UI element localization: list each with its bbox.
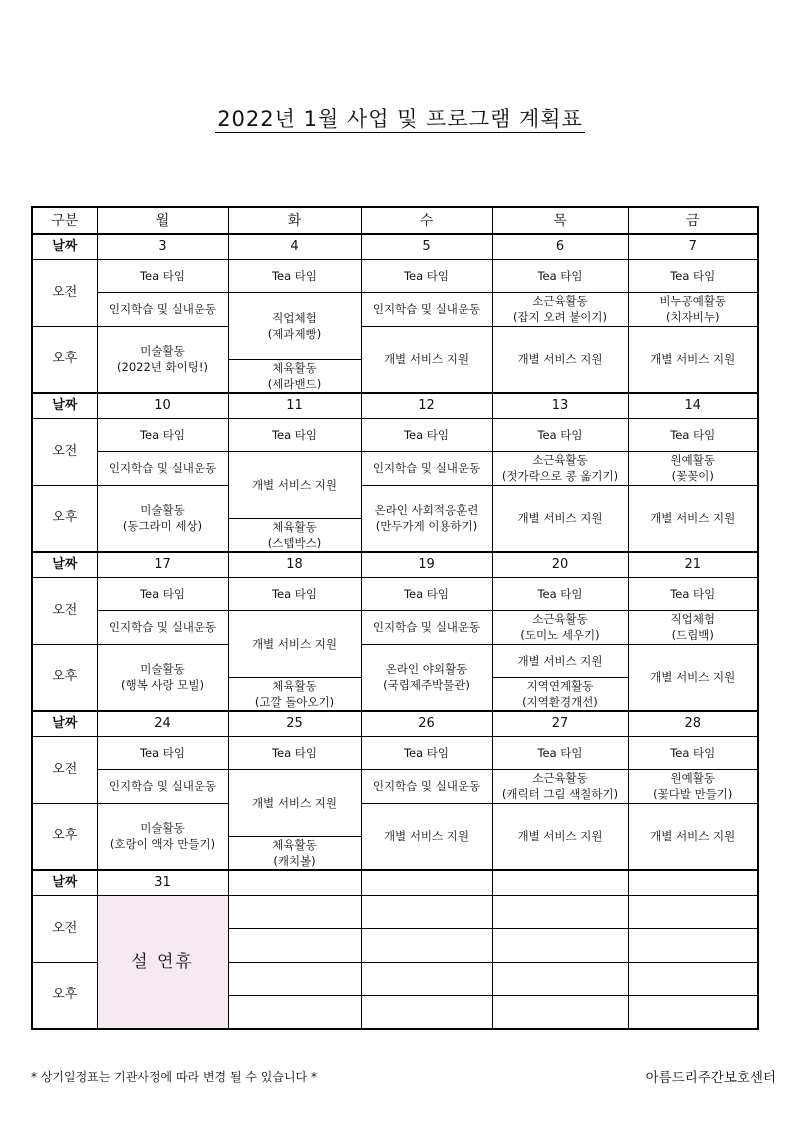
activity-cell: Tea 타임	[97, 577, 228, 611]
empty-cell	[492, 996, 628, 1030]
date-cell: 24	[97, 711, 228, 736]
date-cell	[628, 870, 758, 895]
activity-cell: 개별 서비스 지원	[228, 611, 361, 678]
date-cell: 20	[492, 552, 628, 577]
date-label: 날짜	[32, 393, 97, 418]
activity-cell: Tea 타임	[492, 577, 628, 611]
date-label: 날짜	[32, 870, 97, 895]
date-cell	[228, 870, 361, 895]
pm-label: 오후	[32, 485, 97, 552]
activity-detail: (도미노 세우기)	[520, 628, 600, 643]
pm-row-1	[32, 644, 758, 678]
empty-cell	[492, 929, 628, 963]
footer-note: * 상기일정표는 기관사정에 따라 변경 될 수 있습니다 *	[31, 1070, 317, 1084]
activity-cell: 개별 서비스 지원	[492, 803, 628, 870]
activity-title: 미술활동	[140, 344, 185, 359]
empty-cell	[361, 929, 492, 963]
activity-cell: Tea 타임	[228, 418, 361, 452]
activity-detail: (제과제빵)	[267, 327, 322, 341]
activity-cell: 개별 서비스 지원	[228, 770, 361, 837]
activity-cell: Tea 타임	[361, 736, 492, 770]
am-row-1	[32, 577, 758, 611]
activity-cell: 인지학습 및 실내운동	[97, 770, 228, 804]
activity-title: 소근육활동	[532, 294, 588, 309]
am-row-2	[32, 452, 758, 486]
date-cell: 21	[628, 552, 758, 577]
activity-cell	[492, 678, 628, 712]
activity-cell: Tea 타임	[628, 736, 758, 770]
activity-title: 원예활동	[670, 771, 715, 786]
activity-title: 소근육활동	[532, 612, 588, 627]
activity-cell: 개별 서비스 지원	[628, 326, 758, 393]
activity-cell: 인지학습 및 실내운동	[361, 452, 492, 486]
activity-cell: Tea 타임	[361, 418, 492, 452]
activity-detail: (동그라미 세상)	[122, 519, 203, 534]
activity-cell: Tea 타임	[228, 577, 361, 611]
empty-cell	[492, 962, 628, 996]
date-cell: 31	[97, 870, 228, 895]
date-cell: 3	[97, 234, 228, 259]
header-day-wed: 수	[361, 207, 492, 234]
activity-detail: (꽃다발 만들기)	[653, 787, 733, 802]
activity-cell: Tea 타임	[97, 418, 228, 452]
date-row	[32, 234, 758, 259]
activity-title: 직업체험	[272, 311, 317, 325]
pm-label: 오후	[32, 803, 97, 870]
activity-title: 원예활동	[670, 453, 715, 468]
activity-cell	[97, 485, 228, 552]
empty-cell	[628, 929, 758, 963]
activity-detail: (젓가락으로 콩 옮기기)	[501, 469, 619, 484]
pm-row-1	[32, 485, 758, 519]
empty-cell	[228, 895, 361, 929]
empty-cell	[492, 895, 628, 929]
activity-cell: Tea 타임	[492, 259, 628, 293]
am-label: 오전	[32, 577, 97, 644]
activity-title: 온라인 야외활동	[385, 662, 468, 677]
activity-cell: 개별 서비스 지원	[361, 326, 492, 393]
activity-cell: 개별 서비스 지원	[492, 326, 628, 393]
header-day-tue: 화	[228, 207, 361, 234]
activity-detail: (드립백)	[671, 628, 714, 643]
activity-title: 소근육활동	[532, 453, 588, 468]
date-label: 날짜	[32, 234, 97, 259]
activity-detail: (세라밴드)	[267, 377, 322, 391]
activity-title: 미술활동	[140, 821, 185, 836]
header-day-fri: 금	[628, 207, 758, 234]
am-row-2	[32, 293, 758, 327]
activity-detail: (꽃꽂이)	[671, 469, 714, 484]
activity-detail: (고깔 돌아오기)	[254, 695, 335, 709]
activity-cell: Tea 타임	[492, 736, 628, 770]
activity-cell: 인지학습 및 실내운동	[97, 293, 228, 327]
activity-cell: Tea 타임	[97, 736, 228, 770]
activity-cell	[228, 678, 361, 712]
activity-cell: Tea 타임	[628, 259, 758, 293]
activity-title: 체육활동	[272, 361, 317, 375]
date-cell: 19	[361, 552, 492, 577]
am-row-1	[32, 736, 758, 770]
am-label: 오전	[32, 259, 97, 326]
activity-cell	[97, 803, 228, 870]
activity-cell	[228, 837, 361, 871]
date-cell: 26	[361, 711, 492, 736]
activity-detail: (국립제주박물관)	[383, 678, 470, 693]
am-row-2	[32, 611, 758, 645]
activity-cell	[628, 770, 758, 804]
activity-title: 체육활동	[272, 679, 317, 693]
activity-cell: Tea 타임	[361, 577, 492, 611]
activity-detail: (호랑이 액자 만들기)	[109, 837, 216, 852]
header-day-thu: 목	[492, 207, 628, 234]
empty-cell	[361, 962, 492, 996]
header-category: 구분	[32, 207, 97, 234]
am-row-2	[32, 770, 758, 804]
activity-cell	[228, 293, 361, 360]
activity-cell: 개별 서비스 지원	[228, 452, 361, 519]
empty-cell	[628, 962, 758, 996]
am-label: 오전	[32, 895, 97, 962]
activity-cell: 개별 서비스 지원	[628, 803, 758, 870]
am-label: 오전	[32, 418, 97, 485]
activity-cell: 개별 서비스 지원	[492, 485, 628, 552]
am-row-1	[32, 418, 758, 452]
activity-cell: 인지학습 및 실내운동	[361, 770, 492, 804]
date-cell: 10	[97, 393, 228, 418]
activity-title: 직업체험	[670, 612, 715, 627]
activity-title: 비누공예활동	[659, 294, 727, 309]
activity-cell	[492, 770, 628, 804]
date-cell: 7	[628, 234, 758, 259]
date-row	[32, 393, 758, 418]
activity-cell	[361, 485, 492, 552]
activity-cell: 인지학습 및 실내운동	[361, 611, 492, 645]
activity-detail: (2022년 화이팅!)	[117, 360, 208, 375]
activity-cell: 인지학습 및 실내운동	[97, 452, 228, 486]
activity-cell	[228, 519, 361, 553]
date-cell: 4	[228, 234, 361, 259]
header-row	[32, 207, 758, 234]
empty-cell	[228, 929, 361, 963]
page-title: 2022년 1월 사업 및 프로그램 계획표	[217, 107, 583, 131]
activity-cell: 인지학습 및 실내운동	[97, 611, 228, 645]
activity-cell	[628, 452, 758, 486]
date-cell: 5	[361, 234, 492, 259]
pm-label: 오후	[32, 962, 97, 1029]
activity-cell	[492, 293, 628, 327]
activity-cell: Tea 타임	[628, 418, 758, 452]
activity-cell: 개별 서비스 지원	[361, 803, 492, 870]
date-cell: 18	[228, 552, 361, 577]
activity-cell	[97, 326, 228, 393]
activity-cell: 개별 서비스 지원	[492, 644, 628, 678]
empty-cell	[628, 895, 758, 929]
activity-cell	[628, 611, 758, 645]
date-row	[32, 711, 758, 736]
activity-cell	[361, 644, 492, 711]
empty-cell	[228, 996, 361, 1030]
date-row	[32, 870, 758, 895]
activity-cell: 인지학습 및 실내운동	[361, 293, 492, 327]
pm-label: 오후	[32, 644, 97, 711]
date-row	[32, 552, 758, 577]
date-cell	[492, 870, 628, 895]
date-cell: 12	[361, 393, 492, 418]
empty-cell	[361, 996, 492, 1030]
date-label: 날짜	[32, 711, 97, 736]
activity-cell: 개별 서비스 지원	[628, 485, 758, 552]
activity-cell: Tea 타임	[97, 259, 228, 293]
activity-detail: (지역환경개선)	[522, 695, 598, 709]
pm-row-1	[32, 326, 758, 360]
activity-title: 미술활동	[140, 662, 185, 677]
date-cell	[361, 870, 492, 895]
activity-title: 체육활동	[272, 838, 317, 852]
activity-title: 온라인 사회적응훈련	[374, 503, 479, 518]
pm-row-1	[32, 803, 758, 837]
date-cell: 27	[492, 711, 628, 736]
activity-cell: Tea 타임	[492, 418, 628, 452]
activity-detail: (잡지 오려 붙이기)	[512, 310, 608, 325]
activity-title: 미술활동	[140, 503, 185, 518]
date-cell: 11	[228, 393, 361, 418]
empty-cell	[361, 895, 492, 929]
schedule-table	[31, 206, 759, 1030]
activity-title: 지역연계활동	[526, 679, 594, 693]
date-cell: 25	[228, 711, 361, 736]
am-row-1	[32, 895, 758, 929]
activity-detail: (캐릭터 그림 색칠하기)	[501, 787, 619, 802]
holiday-cell: 설 연휴	[97, 895, 228, 1029]
activity-title: 소근육활동	[532, 771, 588, 786]
pm-label: 오후	[32, 326, 97, 393]
date-cell: 6	[492, 234, 628, 259]
activity-detail: (캐치볼)	[273, 854, 316, 868]
activity-cell: Tea 타임	[228, 736, 361, 770]
am-row-1	[32, 259, 758, 293]
activity-cell: Tea 타임	[628, 577, 758, 611]
activity-detail: (만두가게 이용하기)	[375, 519, 478, 534]
activity-detail: (행복 사랑 모빌)	[121, 678, 204, 693]
date-cell: 14	[628, 393, 758, 418]
activity-cell: Tea 타임	[228, 259, 361, 293]
empty-cell	[228, 962, 361, 996]
activity-cell	[492, 611, 628, 645]
activity-cell	[628, 293, 758, 327]
date-cell: 28	[628, 711, 758, 736]
empty-cell	[628, 996, 758, 1030]
activity-title: 체육활동	[272, 520, 317, 534]
date-cell: 17	[97, 552, 228, 577]
activity-cell	[228, 360, 361, 394]
activity-cell	[492, 452, 628, 486]
activity-cell: Tea 타임	[361, 259, 492, 293]
header-day-mon: 월	[97, 207, 228, 234]
activity-cell	[97, 644, 228, 711]
am-label: 오전	[32, 736, 97, 803]
date-cell: 13	[492, 393, 628, 418]
activity-detail: (치자비누)	[666, 310, 720, 325]
activity-cell: 개별 서비스 지원	[628, 644, 758, 711]
organization-name: 아름드리주간보호센터	[645, 1070, 776, 1086]
date-label: 날짜	[32, 552, 97, 577]
activity-detail: (스텝박스)	[267, 536, 322, 550]
